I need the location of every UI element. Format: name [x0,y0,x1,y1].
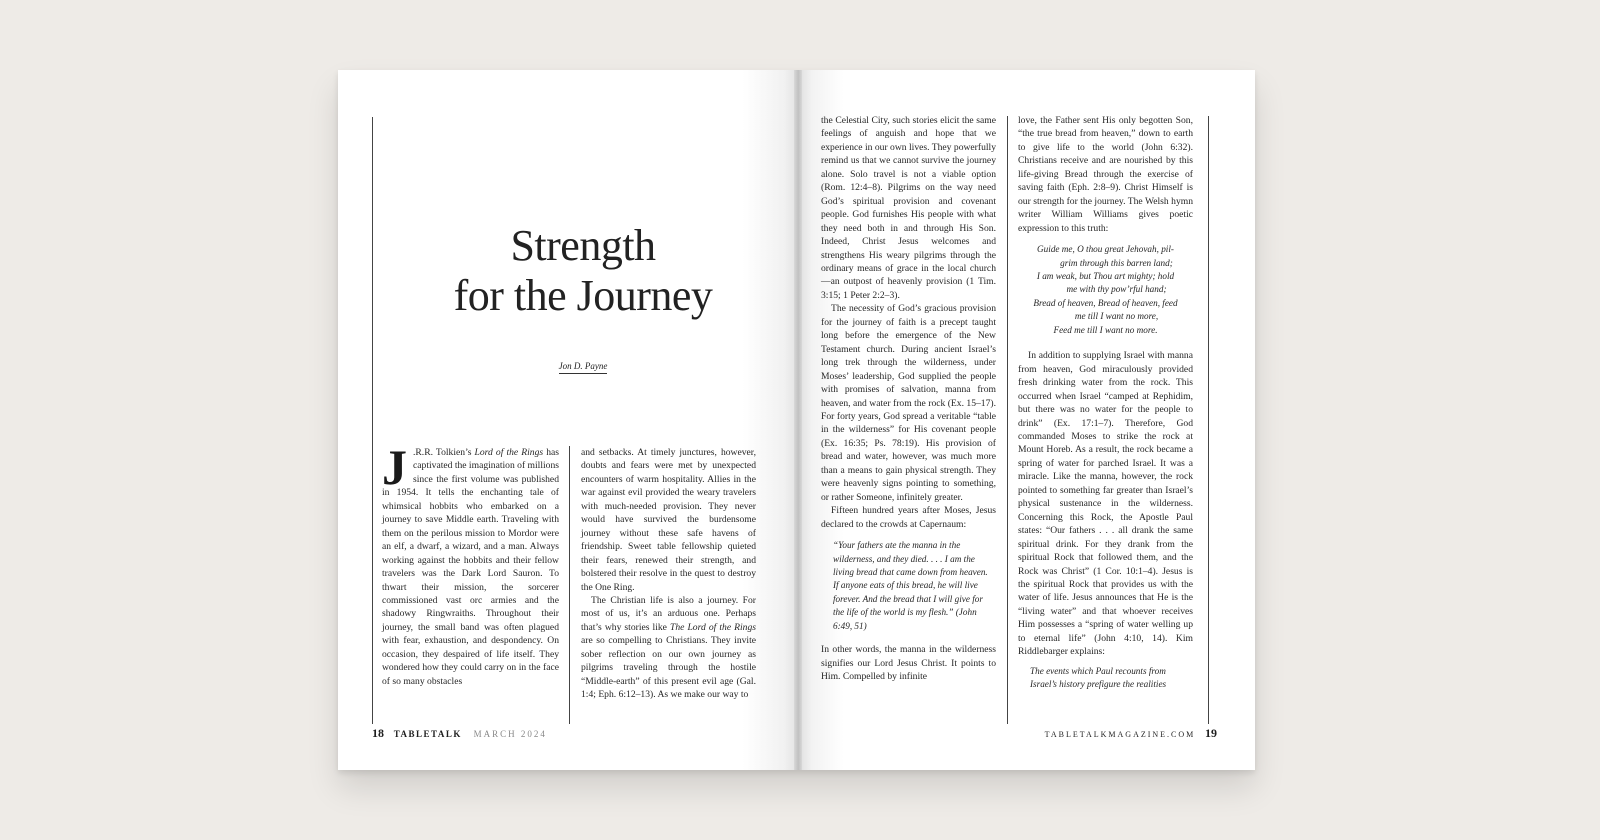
magazine-spread [338,70,1255,770]
verse-line: Feed me till I want no more. [1053,324,1158,335]
verse-line: Bread of heaven, Bread of heaven, feed [1033,297,1178,308]
column-divider [569,446,570,724]
right-margin-rule [1208,116,1209,724]
verse-line: me till I want no more, [1074,311,1159,322]
paragraph: The necessity of God’s gracious provision for the journey of faith is a precept taught long before the emergence of the New Testament church. During ancient Israel’s long trek through the wilderness, under Moses’ leadership, God supplied the people with promises of salvation, manna from heaven, and water from the rock (Ex. 15–17). For forty years, God spread a veritable “table in the wilderness” for His covenant people (Ex. 16:35; Ps. 78:19). His provision of bread and water, however, was much more than a means to gain physical strength. They were heavenly signs pointing to something, or rather Someone, infinitely greater. [821,303,996,503]
magazine-name: TABLETALK [393,729,462,739]
title-line-2: for the Journey [453,271,713,321]
spine-gutter [794,70,802,770]
paragraph: love, the Father sent His only begotten Son, “the true bread from heaven,” down to earth to give life to the world (John 6:32). Christians receive and are nourished by this life-giving Bread through the exercise of saving faith (Eph. 2:8–9). Christ Himself is our strength for the journey. The Welsh hymn writer William Williams gives poetic expression to this truth: [1018,115,1193,234]
verse-line: grim through this barren land; [1060,257,1173,268]
page-number: 19 [1205,726,1217,740]
website: TABLETALKMAGAZINE.COM [1044,730,1196,739]
drop-cap: J [382,439,407,495]
author-name: Jon D. Payne [559,361,608,374]
paragraph: Fifteen hundred years after Moses, Jesus declared to the crowds at Capernaum: [821,505,996,530]
paragraph: In addition to supplying Israel with manna from heaven, God miraculously provided fresh drinking water from the rock. This occurred when Israel “camped at Rephidim, but there was no water for the people to drink” (Ex. 17:1–7). Therefore, God commanded Moses to strike the rock at Mount Horeb. As a result, the rock became a spring of water for parched Israel. It was a miracle. Like the manna, however, the rock pointed to something far greater than Israel’s physical sustenance in the wilderness. Concerning this Rock, the Apostle Paul states: “Our fathers . . . all drank the same spiritual drink. For they drank from the spiritual Rock that followed them, and the Rock was Christ” (1 Cor. 10:1–4). Jesus is the spiritual Rock that provides us with the water of life. Jesus announces that He is the “living water” and that whoever receives Him possesses a “spring of water welling up to eternal life” (John 4:10, 14). Kim Riddlebarger explains: [1018,350,1193,658]
article-title [378,221,788,321]
opening-paragraph: J .R.R. Tolkien’s Lord of the Rings has captivated the imagination of millions since the first volume was published in 1954. It tells the enchanting tale of whimsical hobbits who embarked on a journey to save Middle earth. Traveling with them on the perilous mission to Mordor were an elf, a dwarf, a wizard, and a man. Always working against the hobbits and their fellow travelers was the Dark Lord Sauron. To thwart their mission, the sorcerer commissioned vast orc armies and the shadowy Ringwraiths. Throughout their journey, the small band was often plagued with fear, exhaustion, and despondency. On occasion, they despaired of life itself. They wondered how they could carry on in the face of so many obstacles [382,439,560,687]
scripture-quote: “Your fathers ate the manna in the wilderness, and they died. . . . I am the living bread that came down from heaven. If anyone eats of this bread, he will live forever. And the bread that I will give for the life of the world is my flesh.” (John 6:49, 51) [833,540,988,631]
verse-line: Guide me, O thou great Jehovah, pil- [1037,244,1174,255]
paragraph: the Celestial City, such stories elicit the same feelings of anguish and hope that we experience in our own lives. They powerfully remind us that we cannot survive the journey alone. Solo travel is not a viable option (Rom. 12:4–8). Pilgrims on the way need God’s spiritual provision and covenant people. God furnishes His people with what they need both in and through His Son. Indeed, Christ Jesus welcomes and strengthens His weary pilgrims through the ordinary means of grace in the local church—an outpost of heavenly provision (1 Tim. 3:15; 1 Peter 2:2–3). [821,115,996,301]
paragraph: and setbacks. At timely junctures, however, doubts and fears were met by unexpected encounters of warm hospitality. Allies in the war against evil provided the weary travelers with much-needed provision. They never would have survived the burdensome journey without these safe havens of friendship. Sweet table fellowship quieted their fears, renewed their strength, and bolstered their resolve in the quest to destroy the One Ring. [581,447,756,593]
verse-line: me with thy pow’rful hand; [1066,284,1167,295]
page-number: 18 [372,726,384,740]
verse-line: I am weak, but Thou art mighty; hold [1036,270,1175,281]
left-page [338,70,798,770]
left-column-1 [382,439,560,688]
column-divider [1007,116,1008,724]
left-column-2 [581,446,756,702]
right-folio [1045,726,1217,741]
left-folio [372,726,547,741]
paragraph: The Christian life is also a journey. For most of us, it’s an arduous one. Perhaps that’s why stories like The Lord of the Rings are so compelling to Christians. They invite sober reflection on our own journey as pilgrims traveling through the hostile “Middle-earth” of this present evil age (Gal. 1:4; Eph. 6:12–13). As we make our way to [581,594,756,701]
right-page [798,70,1255,770]
right-column-2 [1018,114,1193,702]
hymn-verse [1018,243,1193,337]
block-quote: The events which Paul recounts from Israel’s history prefigure the realities [1030,665,1167,690]
title-line-1: Strength [510,221,656,271]
paragraph: In other words, the manna in the wilderness signifies our Lord Jesus Christ. It points to Him. Compelled by infinite [821,644,996,683]
right-column-1 [821,114,996,684]
left-margin-rule [372,117,373,724]
issue-date: MARCH 2024 [473,729,547,739]
author-byline [338,361,798,371]
